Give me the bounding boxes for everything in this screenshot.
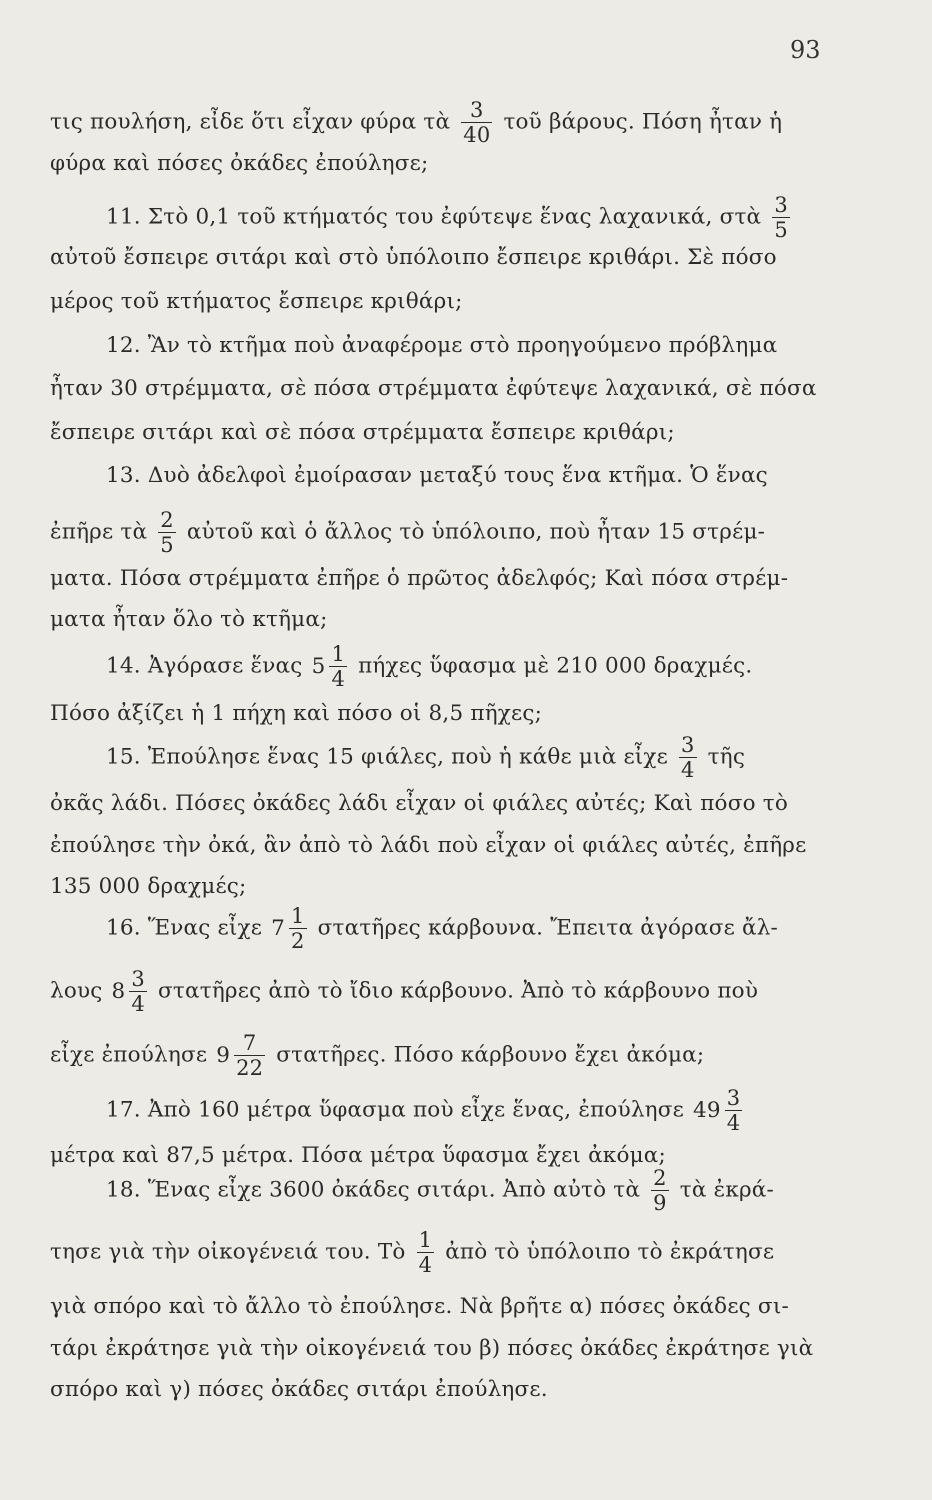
- text-segment: τῆς: [707, 744, 746, 770]
- text-line: [50, 1228, 774, 1277]
- whole-number: 8: [111, 978, 126, 1004]
- page-number: 93: [790, 36, 821, 64]
- text-line: ματα. Πόσα στρέμματα ἐπῆρε ὁ πρῶτος ἀδελφός; Καὶ πόσα στρέμ-: [50, 566, 789, 591]
- text-line: [106, 193, 794, 242]
- text-line: [106, 733, 745, 782]
- text-line: σπόρο καὶ γ) πόσες ὀκάδες σιτάρι ἐπούλησε.: [50, 1377, 548, 1402]
- text-line: [50, 1031, 704, 1080]
- text-segment: στατῆρες ἀπὸ τὸ ἴδιο κάρβουνο. Ἀπὸ τὸ κάρβουνο ποὺ: [158, 978, 759, 1004]
- text-segment: αὐτοῦ καὶ ὁ ἄλλος τὸ ὑπόλοιπο, ποὺ ἦταν 15 στρέμ-: [186, 519, 766, 545]
- denominator: 40: [463, 123, 491, 147]
- numerator: 1: [291, 904, 305, 928]
- denominator: 9: [653, 1191, 667, 1215]
- denominator: 2: [291, 929, 305, 953]
- denominator: 22: [236, 1056, 264, 1080]
- text-line: Πόσο ἀξίζει ἡ 1 πήχη καὶ πόσο οἱ 8,5 πῆχες;: [50, 701, 543, 726]
- text-segment: 15. Ἐπούλησε ἕνας 15 φιάλες, ποὺ ἡ κάθε μιὰ εἶχε: [106, 744, 668, 770]
- numerator: 3: [131, 967, 145, 991]
- text-line: ἐπούλησε τὴν ὀκά, ἂν ἀπὸ τὸ λάδι ποὺ εἶχαν οἱ φιάλες αὐτές, ἐπῆρε: [50, 833, 807, 858]
- fraction: [289, 904, 307, 953]
- denominator: 5: [774, 218, 788, 242]
- denominator: 4: [418, 1253, 433, 1277]
- whole-number: 9: [216, 1042, 231, 1068]
- fraction: [725, 1086, 743, 1135]
- fraction: [329, 642, 347, 691]
- text-line: γιὰ σπόρο καὶ τὸ ἄλλο τὸ ἐπούλησε. Νὰ βρῆτε α) πόσες ὀκάδες σι-: [50, 1294, 789, 1319]
- text-line: [50, 967, 758, 1016]
- text-segment: ἐπῆρε τὰ: [50, 519, 148, 545]
- fraction: [461, 98, 492, 147]
- numerator: 2: [160, 508, 174, 532]
- fraction: [417, 1228, 435, 1277]
- text-line: ἔσπειρε σιτάρι καὶ σὲ πόσα στρέμματα ἔσπειρε κριθάρι;: [50, 420, 675, 445]
- text-segment: στατῆρες. Πόσο κάρβουνο ἔχει ἀκόμα;: [276, 1042, 705, 1068]
- text-line: φύρα καὶ πόσες ὀκάδες ἐπούλησε;: [50, 151, 429, 176]
- text-segment: πήχες ὕφασμα μὲ 210 000 δραχμές.: [358, 653, 753, 679]
- whole-number: 49: [693, 1097, 721, 1123]
- text-segment: ἀπὸ τὸ ὑπόλοιπο τὸ ἐκράτησε: [445, 1239, 775, 1265]
- text-line: [106, 1166, 774, 1215]
- whole-number: 5: [311, 653, 326, 679]
- text-segment: τησε γιὰ τὴν οἰκογένειά του. Τὸ: [50, 1239, 406, 1265]
- fraction: [679, 733, 697, 782]
- text-line: ὀκᾶς λάδι. Πόσες ὀκάδες λάδι εἶχαν οἱ φιάλες αὐτές; Καὶ πόσο τὸ: [50, 791, 788, 816]
- fraction: [129, 967, 147, 1016]
- text-segment: 17. Ἀπὸ 160 μέτρα ὕφασμα ποὺ εἶχε ἕνας, ἐπούλησε: [106, 1097, 684, 1123]
- fraction: [651, 1166, 669, 1215]
- text-line: τάρι ἐκράτησε γιὰ τὴν οἰκογένειά του β) πόσες ὀκάδες ἐκράτησε γιὰ: [50, 1336, 814, 1361]
- whole-number: 7: [271, 915, 286, 941]
- fraction: [234, 1031, 265, 1080]
- text-line: 135 000 δραχμές;: [50, 874, 247, 899]
- text-line: [106, 642, 752, 691]
- fraction: [772, 193, 790, 242]
- text-line: [50, 508, 765, 557]
- text-segment: 16. Ἕνας εἶχε: [106, 915, 263, 941]
- text-line: αὐτοῦ ἔσπειρε σιτάρι καὶ στὸ ὑπόλοιπο ἔσπειρε κριθάρι. Σὲ πόσο: [50, 245, 777, 270]
- numerator: 3: [681, 733, 695, 757]
- text-line: 13. Δυὸ ἀδελφοὶ ἐμοίρασαν μεταξύ τους ἕνα κτῆμα. Ὁ ἕνας: [106, 463, 768, 488]
- numerator: 7: [242, 1031, 257, 1055]
- text-line: 12. Ἂν τὸ κτῆμα ποὺ ἀναφέρομε στὸ προηγούμενο πρόβλημα: [106, 333, 778, 358]
- text-line: ἦταν 30 στρέμματα, σὲ πόσα στρέμματα ἐφύτεψε λαχανικά, σὲ πόσα: [50, 376, 817, 401]
- numerator: 3: [726, 1086, 741, 1110]
- denominator: 4: [331, 667, 346, 691]
- denominator: 4: [131, 992, 145, 1016]
- denominator: 4: [726, 1111, 741, 1135]
- numerator: 3: [470, 98, 484, 122]
- fraction: [158, 508, 176, 557]
- numerator: 1: [418, 1228, 433, 1252]
- text-line: [106, 1086, 746, 1135]
- text-line: [50, 98, 782, 147]
- text-segment: εἶχε ἐπούλησε: [50, 1042, 208, 1068]
- text-line: μέτρα καὶ 87,5 μέτρα. Πόσα μέτρα ὕφασμα ἔχει ἀκόμα;: [50, 1143, 666, 1168]
- numerator: 3: [774, 193, 788, 217]
- text-segment: λους: [50, 978, 103, 1004]
- text-line: ματα ἦταν ὅλο τὸ κτῆμα;: [50, 607, 328, 632]
- text-segment: τὰ ἐκρά-: [679, 1177, 774, 1203]
- text-line: [106, 904, 778, 953]
- text-segment: τις πουλήση, εἶδε ὅτι εἶχαν φύρα τὰ: [50, 109, 451, 135]
- numerator: 2: [653, 1166, 667, 1190]
- numerator: 1: [331, 642, 346, 666]
- text-line: μέρος τοῦ κτήματος ἔσπειρε κριθάρι;: [50, 289, 463, 314]
- text-segment: στατῆρες κάρβουνα. Ἔπειτα ἀγόρασε ἄλ-: [317, 915, 778, 941]
- text-segment: 14. Ἀγόρασε ἕνας: [106, 653, 303, 679]
- denominator: 4: [681, 758, 695, 782]
- denominator: 5: [160, 533, 174, 557]
- text-segment: τοῦ βάρους. Πόση ἦταν ἡ: [503, 109, 783, 135]
- text-segment: 11. Στὸ 0,1 τοῦ κτήματός του ἐφύτεψε ἕνας λαχανικά, στὰ: [106, 204, 762, 230]
- text-segment: 18. Ἕνας εἶχε 3600 ὀκάδες σιτάρι. Ἀπὸ αὐτὸ τὰ: [106, 1177, 641, 1203]
